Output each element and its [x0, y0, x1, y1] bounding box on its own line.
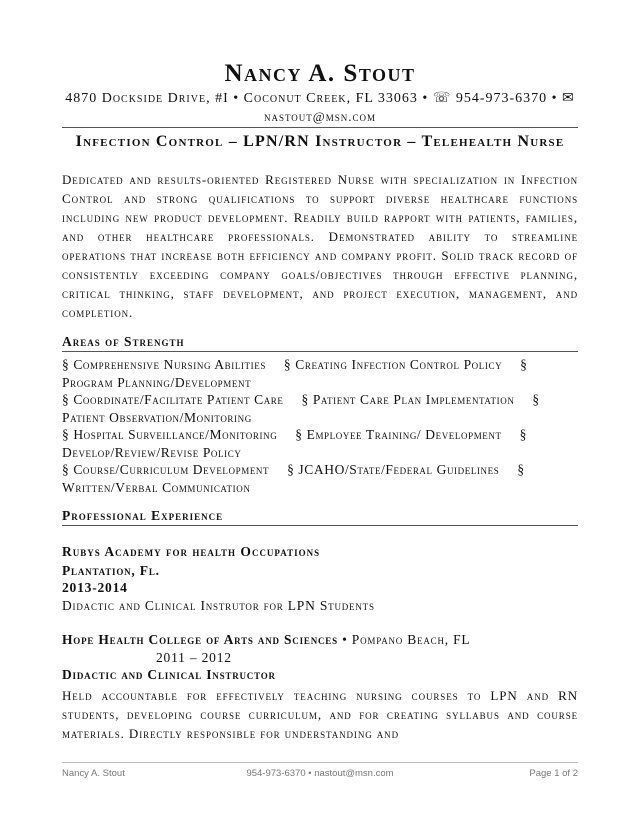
page-footer	[62, 768, 578, 782]
strengths-list	[62, 356, 578, 496]
experience-heading: Professional Experience	[62, 508, 578, 526]
job-location: • Pompano Beach, FL	[342, 632, 471, 647]
job-dates: 2011 – 2012	[156, 650, 232, 665]
resume-page	[62, 0, 578, 826]
footer-divider	[62, 762, 578, 763]
contact-address-line: 4870 Dockside Drive, #I • Coconut Creek, FL 33063 • ☏ 954-973-6370 • ✉	[65, 91, 575, 106]
job-location: Plantation, Fl.	[62, 563, 160, 578]
header-divider	[62, 127, 578, 128]
strength-item: § Employee Training/ Development	[295, 427, 502, 442]
contact-email[interactable]: nastout@msn.com	[263, 109, 377, 124]
candidate-name: Nancy A. Stout	[224, 60, 416, 87]
strength-item: § Comprehensive Nursing Abilities	[62, 357, 266, 372]
strengths-heading: Areas of Strength	[62, 334, 578, 352]
strength-item: § Coordinate/Facilitate Patient Care	[62, 392, 284, 407]
job-employer-line	[62, 632, 578, 648]
professional-summary: Dedicated and results-oriented Registered Nurse with specialization in Infection Control and strong qualifications to support diverse healthcare functions including new product development. Readily build rapport with patients, families, and other healthcare professionals. Demonstrated ability to streamline operations that increase both efficiency and company profit. Solid track record of consistently exceeding company goals/objectives through effective planning, critical thinking, staff development, and project execution, management, and completion.	[62, 172, 578, 320]
job-employer: Hope Health College of Arts and Sciences	[62, 632, 338, 647]
job-role: Didactic and Clinical Instructor	[62, 667, 276, 682]
strength-item: § JCAHO/State/Federal Guidelines	[287, 462, 500, 477]
strength-item: § Patient Observation/Monitoring	[62, 392, 540, 425]
job-role: Didactic and Clinical Instrutor for LPN Students	[62, 598, 375, 613]
footer-name: Nancy A. Stout	[62, 768, 125, 779]
strength-item: § Written/Verbal Communication	[62, 462, 525, 495]
strength-item: § Hospital Surveillance/Monitoring	[62, 427, 278, 442]
footer-contact: 954-973-6370 • nastout@msn.com	[246, 768, 394, 779]
resume-headline: Infection Control – LPN/RN Instructor – Telehealth Nurse	[75, 133, 565, 150]
strength-item: § Develop/Review/Revise Policy	[62, 427, 527, 460]
strength-item: § Course/Curriculum Development	[62, 462, 270, 477]
footer-page-number: Page 1 of 2	[529, 768, 578, 779]
strength-item: § Program Planning/Development	[62, 357, 528, 390]
strength-item: § Patient Care Plan Implementation	[301, 392, 515, 407]
strength-item: § Creating Infection Control Policy	[283, 357, 503, 372]
job-dates: 2013-2014	[62, 580, 128, 595]
job-description: Held accountable for effectively teaching nursing courses to LPN and RN students, developing course curriculum, and for creating syllabus and course materials. Directly responsible for understanding and	[62, 688, 578, 741]
job-employer: Rubys Academy for health Occupations	[62, 544, 321, 559]
